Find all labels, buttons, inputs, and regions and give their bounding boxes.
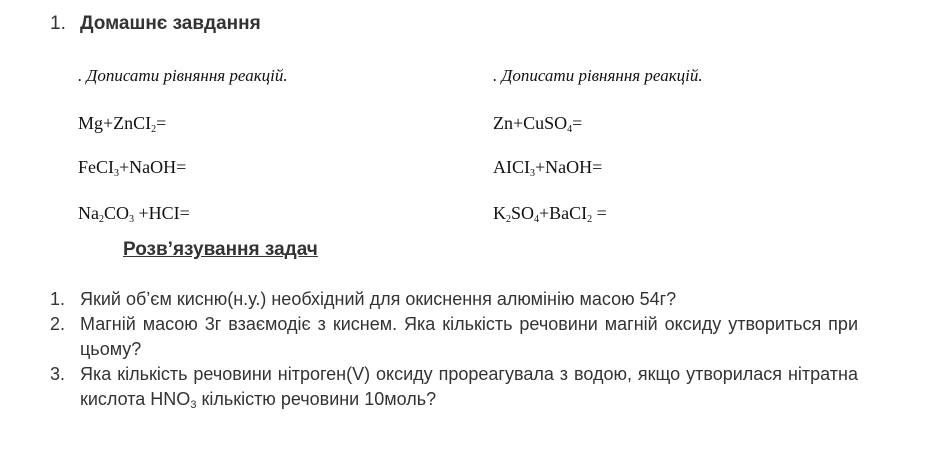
task-item xyxy=(50,312,858,362)
task-text: Який об’єм кисню(н.у.) необхідний для окиснення алюмінію масою 54г? xyxy=(80,289,677,309)
task-number: 1. xyxy=(50,289,66,309)
task-number: 2. xyxy=(50,314,66,334)
task-text: Яка кількість речовини нітроген(V) оксиду прореагувала з водою, якщо утворилася нітратна кислота $HNO_3$ кількістю речовини 10моль? xyxy=(80,364,858,411)
right-equation-1: Zn+CuSO$_4$= xyxy=(493,113,583,135)
left-equation-1: Mg+ZnCI$_2$= xyxy=(78,113,167,135)
section-number: 1. xyxy=(50,13,66,34)
problems-subtitle: Розв’язування задач xyxy=(123,239,318,260)
right-equation-2: $AICI_3+NaOH=$ xyxy=(493,157,603,179)
left-equation-2: FeCI$_3$+NaOH= xyxy=(78,157,187,179)
section-heading xyxy=(50,13,261,35)
task-text: Магній масою 3г взаємодіє з киснем. Яка кількість речовини магній оксиду утвориться при цьому? xyxy=(80,314,858,359)
left-equation-3: $Na_2CO_3 +HCI=$ xyxy=(78,203,190,225)
right-instruction: . Дописати рівняння реакцій. xyxy=(493,66,703,85)
section-title: Домашнє завдання xyxy=(80,13,261,34)
task-item xyxy=(50,362,858,412)
task-item xyxy=(50,287,858,312)
task-number: 3. xyxy=(50,364,66,384)
left-instruction: . Дописати рівняння реакцій. xyxy=(78,66,288,85)
right-equation-3: $K_2SO_4+BaCI_2$ = xyxy=(493,203,607,225)
task-list xyxy=(50,287,858,412)
